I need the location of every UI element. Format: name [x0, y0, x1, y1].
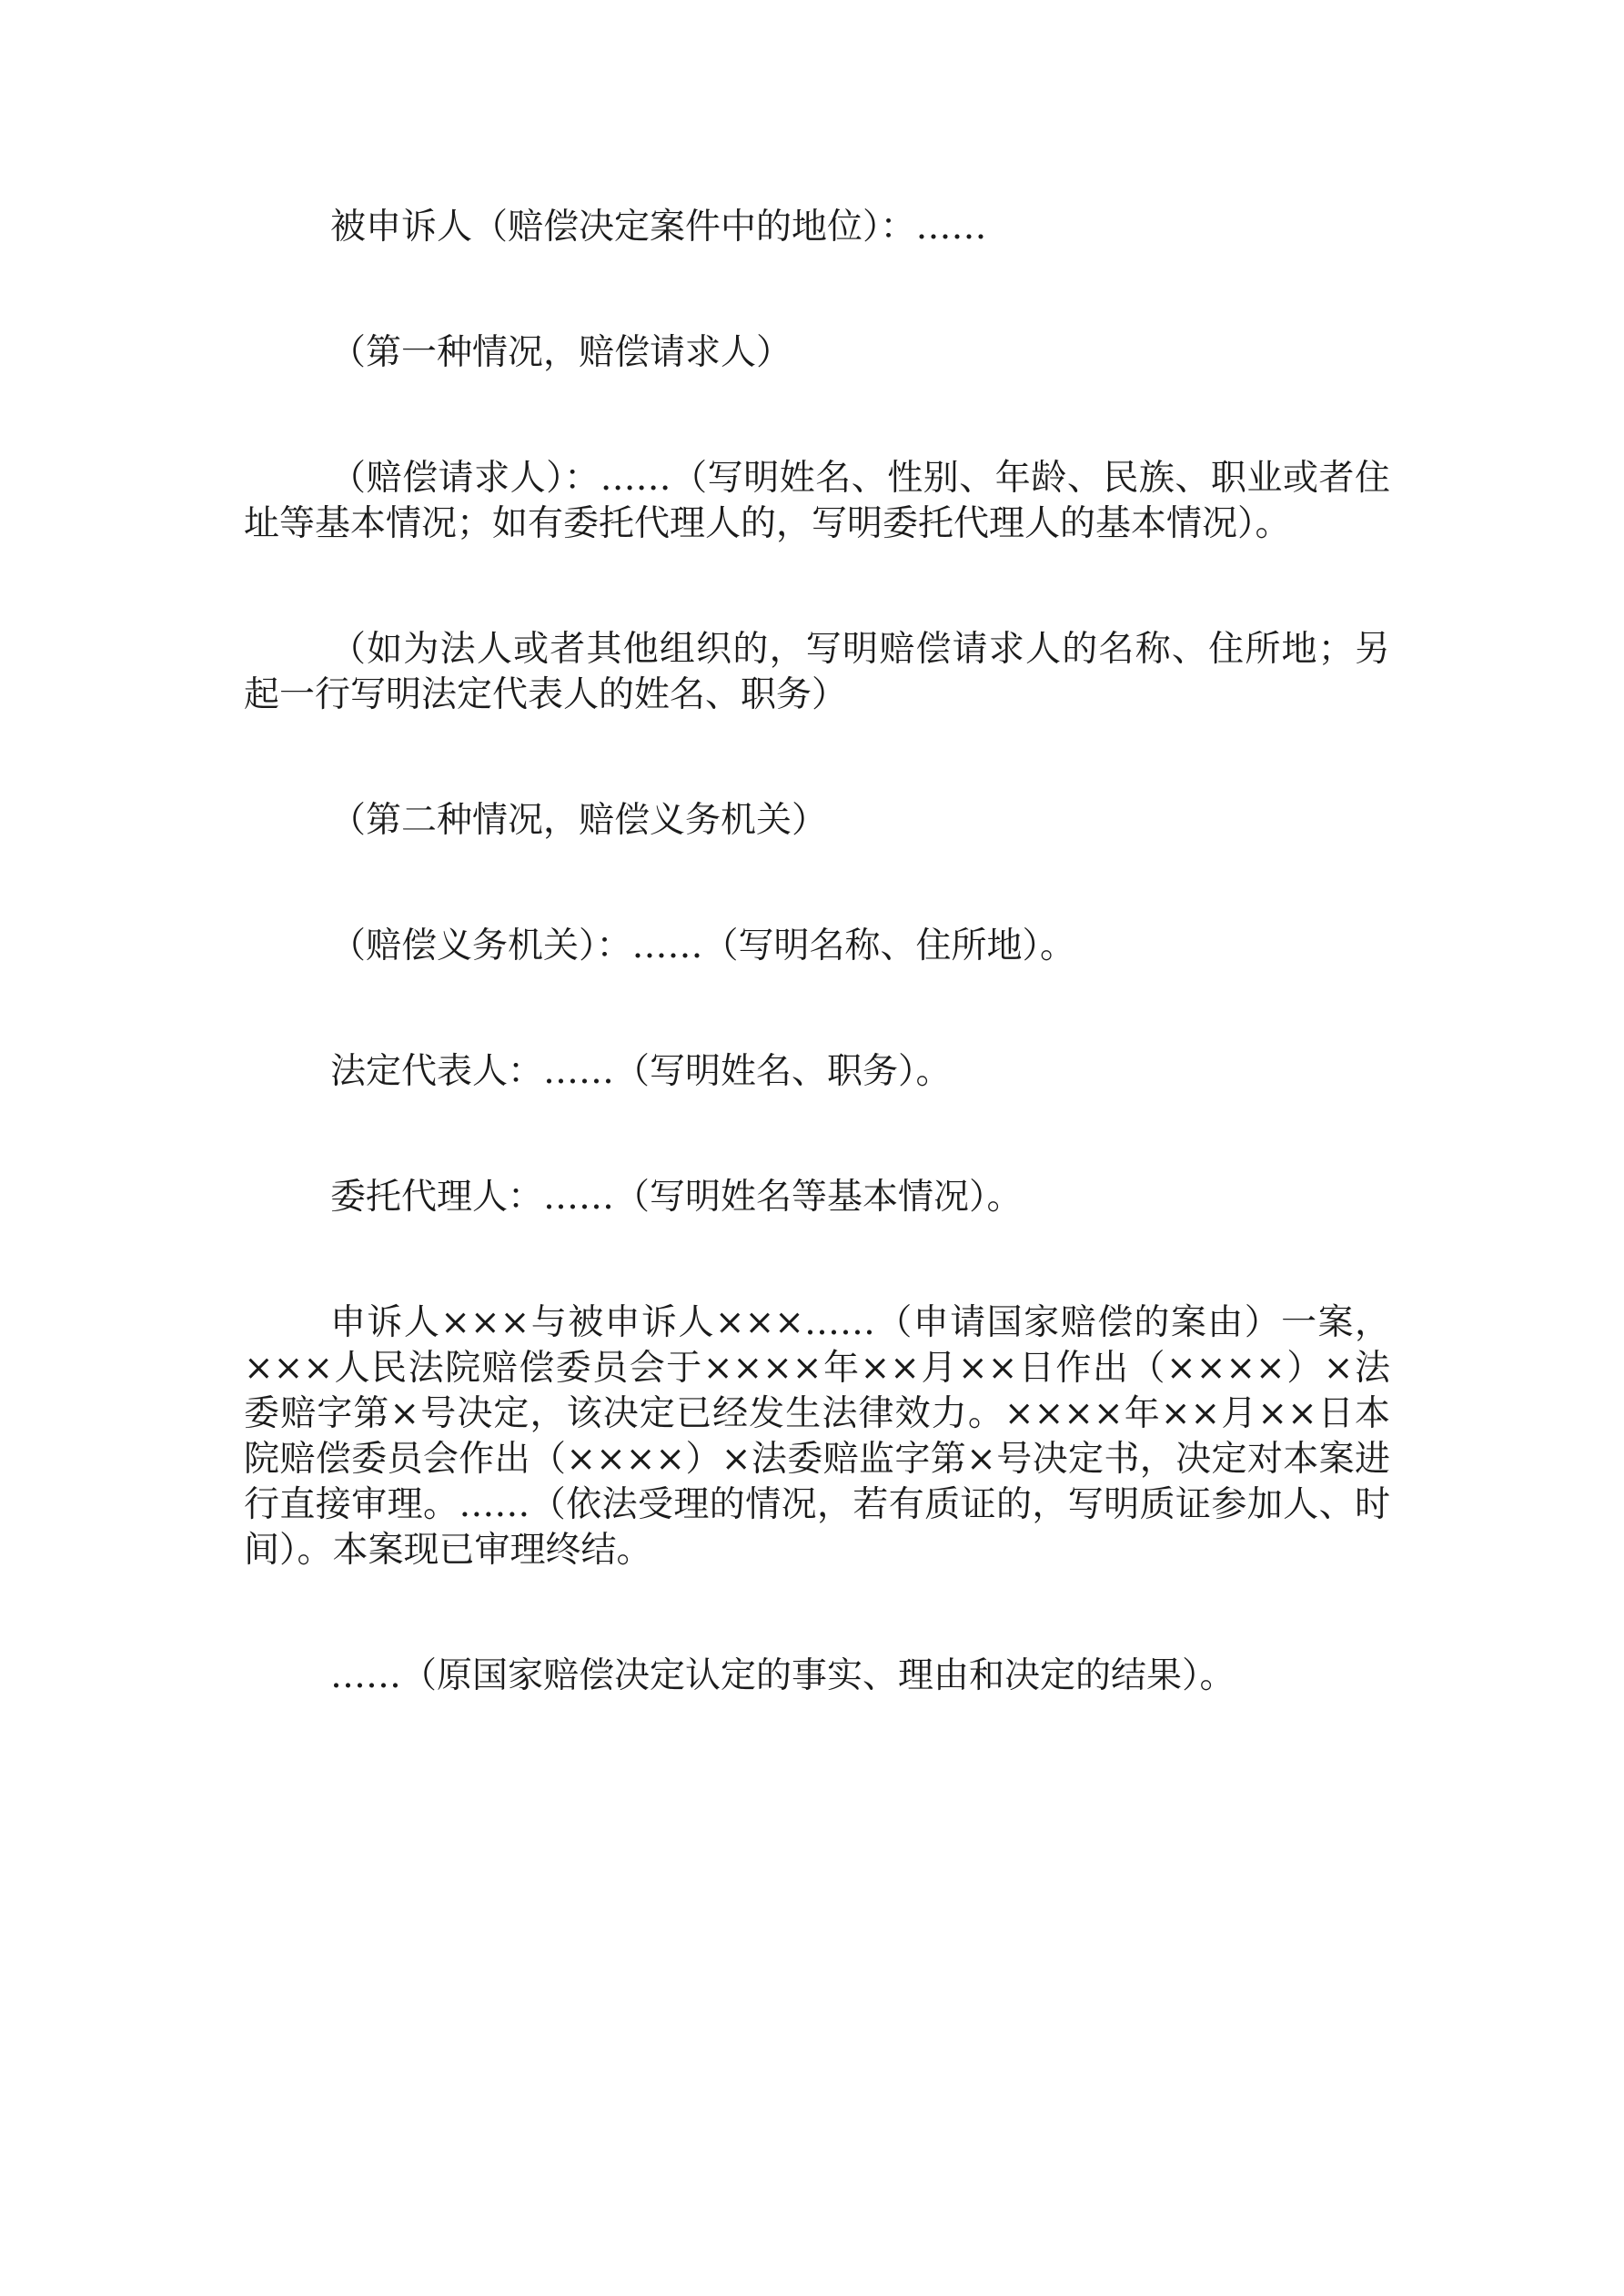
document-body: [244, 205, 1390, 1699]
claimant-info-paragraph: （赔偿请求人）：……（写明姓名、性别、年龄、民族、职业或者住址等基本情况；如有委托代理人的，写明委托代理人的基本情况）。: [244, 458, 1390, 544]
original-decision-paragraph: ……（原国家赔偿决定认定的事实、理由和决定的结果）。: [330, 1655, 1236, 1696]
obligor-organ-paragraph: （赔偿义务机关）：……（写明名称、住所地）。: [330, 925, 1076, 966]
case-history-paragraph: 申诉人×××与被申诉人×××……（申请国家赔偿的案由）一案，×××人民法院赔偿委员会于××××年××月××日作出（××××）×法委赔字第×号决定，该决定已经发生法律效力。××××年××月××日本院赔偿委员会作出（××××）×法委赔监字第×号决定书，决定对本案进行直接审理。……（依法受理的情况，若有质证的，写明质证参加人、时间）。本案现已审理终结。: [244, 1302, 1390, 1571]
case-two-heading: （第二种情况，赔偿义务机关）: [330, 800, 828, 841]
entrusted-agent-paragraph: 委托代理人：……（写明姓名等基本情况）。: [330, 1177, 1023, 1218]
case-one-heading: （第一种情况，赔偿请求人）: [330, 332, 792, 373]
respondent-paragraph: 被申诉人（赔偿决定案件中的地位）：……: [330, 207, 987, 248]
legal-representative-paragraph: 法定代表人：……（写明姓名、职务）。: [330, 1051, 952, 1092]
legal-entity-paragraph: （如为法人或者其他组织的，写明赔偿请求人的名称、住所地；另起一行写明法定代表人的姓名、职务）: [244, 629, 1390, 715]
